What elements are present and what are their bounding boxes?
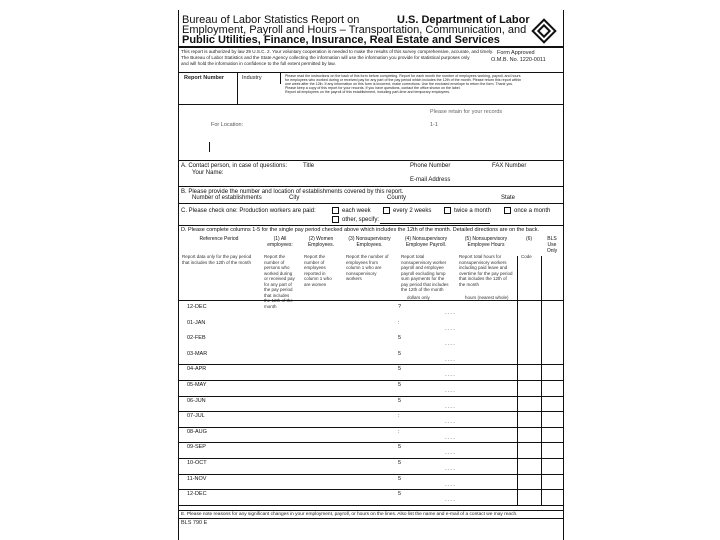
- row-subvalue[interactable]: - - - -: [445, 435, 455, 441]
- row-value[interactable]: :: [398, 413, 400, 420]
- instructions-1: Please read the instructions on the back of this form before completing. Report for each month the number of employees working, payroll, and hours: [285, 74, 521, 78]
- header-line2: Employment, Payroll and Hours – Transportation, Communication, and: [182, 24, 527, 36]
- row-subvalue[interactable]: - - - -: [445, 389, 455, 394]
- column-header: (1) All employees:: [267, 236, 293, 248]
- title-label: Title: [303, 163, 315, 169]
- establishments-label: Number of establishments: [192, 195, 262, 201]
- row-subvalue[interactable]: - - - -: [445, 357, 455, 363]
- checkbox-once-a-month[interactable]: [504, 207, 511, 214]
- option-every-2-weeks: every 2 weeks: [393, 208, 432, 214]
- reference-month: 10-OCT: [187, 460, 207, 466]
- column-header: Reference Period: [199, 236, 239, 242]
- row-subvalue[interactable]: - - - -: [445, 326, 455, 332]
- cursor-mark: [209, 142, 210, 152]
- notice-text-2: The Bureau of Labor Statistics and the State Agency collecting the information will use the information you provide for statistical purposes only: [181, 55, 470, 60]
- column-header: (6): [525, 236, 533, 242]
- divider: [178, 510, 563, 511]
- section-b-label: B. Please provide the number and location of establishments covered by this report.: [181, 189, 404, 195]
- instructions-3: one week after the 12th. If any information on this form is incorrect, make corrections. Use the enclosed envelope to return the form. Thank you.: [285, 82, 514, 86]
- table-row: [178, 396, 563, 412]
- phone-label: Phone Number: [410, 163, 451, 169]
- column-description: Report the number of employees reported in column 1 who are women: [304, 254, 332, 287]
- notice-text-3: and will hold the information in confidence to the full extent permitted by law.: [181, 61, 336, 66]
- row-value[interactable]: :: [398, 319, 400, 326]
- form-id: BLS 790 E: [181, 520, 208, 526]
- column-unit: dollars only: [407, 295, 430, 300]
- column-description: Report total hours for nonsupervisory workers including paid leave and overtime for the pay period that includes the 12th of the month: [459, 254, 513, 287]
- column-unit: hours (nearest whole): [465, 295, 509, 300]
- table-row: [178, 318, 563, 334]
- row-value[interactable]: 5: [398, 460, 402, 466]
- report-box-divider: [237, 72, 238, 104]
- reference-month: 12-DEC: [187, 304, 207, 310]
- reference-month: 02-FEB: [187, 335, 206, 342]
- report-box-divider: [280, 72, 281, 84]
- table-row: [178, 349, 563, 365]
- row-divider: [178, 505, 563, 506]
- row-value[interactable]: 5: [398, 335, 402, 342]
- state-label: State: [501, 195, 516, 201]
- divider: [178, 160, 563, 161]
- return-label: Please retain for your records: [430, 109, 503, 115]
- instructions-4: Please keep a copy of this report for your records. If you have questions, contact the office shown on the label.: [285, 86, 461, 90]
- header-line1: Bureau of Labor Statistics Report on: [182, 14, 360, 26]
- divider: [178, 518, 563, 519]
- row-value[interactable]: 5: [398, 491, 402, 498]
- column-description: Code: [521, 254, 532, 259]
- row-subvalue[interactable]: - - - -: [445, 404, 455, 410]
- option-other: other, specify:: [342, 217, 380, 223]
- table-row: [178, 333, 563, 349]
- notice-text-1: This report is authorized by law 29 U.S.C. 2. Your voluntary cooperation is needed to make the results of this survey comprehensive, accurate, and timely.: [181, 49, 494, 54]
- section-a-label: A. Contact person, in case of questions:: [181, 163, 288, 169]
- divider: [178, 186, 563, 187]
- row-subvalue[interactable]: - - - -: [445, 373, 455, 379]
- reference-month: 05-MAY: [187, 382, 207, 388]
- row-value[interactable]: 5: [398, 475, 402, 482]
- agency-name: U.S. Department of Labor: [397, 14, 530, 26]
- row-value[interactable]: 5: [398, 444, 402, 451]
- industry-label: Industry: [242, 75, 262, 81]
- row-value[interactable]: 5: [398, 382, 402, 388]
- column-description: Report data only for the pay period that includes the 12th of the month: [182, 254, 252, 265]
- row-value[interactable]: 5: [398, 350, 402, 357]
- location-code: 1-1: [430, 122, 438, 128]
- table-header-divider: [178, 300, 563, 301]
- for-location-label: For Location:: [211, 122, 244, 128]
- table-row: [178, 458, 563, 474]
- row-subvalue[interactable]: - - - -: [445, 420, 455, 426]
- checkbox-other[interactable]: [332, 216, 339, 223]
- table-row: [178, 427, 563, 443]
- city-label: City: [289, 195, 300, 201]
- table-row: [178, 364, 563, 380]
- row-subvalue[interactable]: - - - -: [445, 451, 455, 457]
- divider: [178, 225, 563, 226]
- your-name-label: Your Name:: [192, 170, 224, 176]
- other-specify-field[interactable]: [380, 223, 490, 224]
- column-header: (2) Women Employees.: [307, 236, 335, 248]
- column-header: (3) Nonsupervisory Employees.: [348, 236, 391, 248]
- report-number-label: Report Number: [184, 75, 225, 81]
- omb-number: O.M.B. No. 1220-0011: [491, 57, 546, 63]
- reference-month: 06-JUN: [187, 397, 206, 404]
- county-label: County: [387, 195, 407, 201]
- row-subvalue[interactable]: - - - -: [445, 467, 455, 472]
- option-each-week: each week: [342, 208, 371, 214]
- column-header: (4) Nonsupervisory Employee Payroll.: [404, 236, 448, 248]
- row-subvalue[interactable]: - - - -: [445, 311, 455, 316]
- column-description: Report the number of persons who worked during or received pay for any part of the pay period that includes month: [264, 254, 295, 309]
- header-line3: Public Utilities, Finance, Insurance, Real Estate and Services: [182, 34, 500, 46]
- table-row: [178, 302, 563, 318]
- option-twice-a-month: twice a month: [454, 208, 492, 214]
- row-value[interactable]: 5: [398, 397, 402, 404]
- reference-month: 04-APR: [187, 366, 207, 373]
- row-subvalue[interactable]: - - - -: [445, 342, 455, 348]
- section-c-label: C. Please check one: Production workers are paid:: [181, 208, 316, 214]
- row-subvalue[interactable]: - - - -: [445, 482, 455, 488]
- table-row: [178, 474, 563, 490]
- fax-label: FAX Number: [492, 163, 527, 169]
- reference-month: 03-MAR: [187, 350, 208, 357]
- reference-month: 11-NOV: [187, 475, 207, 482]
- row-subvalue[interactable]: - - - -: [445, 498, 455, 504]
- section-e-label: E. Please note reasons for any significant changes in your employment, payroll, or hours on the lines. Also list the name and e-mail of a contact we may reach.: [181, 512, 518, 517]
- checkbox-every-2-weeks[interactable]: [383, 207, 390, 214]
- row-value[interactable]: 5: [398, 366, 402, 373]
- reference-month: 09-SEP: [187, 444, 206, 451]
- email-label: E-mail Address: [410, 177, 451, 183]
- row-value[interactable]: ?: [398, 304, 402, 310]
- table-row: [178, 380, 563, 396]
- divider: [178, 203, 563, 204]
- dol-logo-icon: [531, 18, 556, 43]
- form-approved: Form Approved: [497, 50, 535, 56]
- column-description: Report the number of employees from column 1 who are nonsupervisory workers: [346, 254, 389, 281]
- instructions-2: for employees who worked during or received pay for any part of the pay period which includes the 12th of the month. Please return this report within: [285, 78, 522, 82]
- header-divider: [178, 46, 563, 48]
- checkbox-each-week[interactable]: [332, 207, 339, 214]
- column-header: BLS Use Only: [546, 236, 558, 254]
- table-row: [178, 489, 563, 505]
- instructions-5: Report all employees on the payroll of this establishment, including part-time and temporary employees.: [285, 90, 450, 94]
- checkbox-twice-a-month[interactable]: [444, 207, 451, 214]
- table-row: [178, 411, 563, 427]
- table-row: [178, 442, 563, 458]
- column-description: Report total nonsupervisory worker payroll and employee payroll excluding lump sum payments for the pay period that includes the 12th of the month: [401, 254, 449, 292]
- column-header: (5) Nonsupervisory Employee Hours: [464, 236, 508, 248]
- reference-month: 07-JUL: [187, 413, 205, 420]
- reference-month: 12-DEC: [187, 491, 207, 498]
- reference-month: 01-JAN: [187, 319, 206, 326]
- reference-month: 08-AUG: [187, 428, 207, 435]
- row-value[interactable]: :: [398, 428, 400, 435]
- option-once-a-month: once a month: [514, 208, 551, 214]
- section-d-label: D. Please complete columns 1-5 for the single pay period checked above which includes the 12th of the month. Detailed directions are on the back.: [181, 227, 540, 233]
